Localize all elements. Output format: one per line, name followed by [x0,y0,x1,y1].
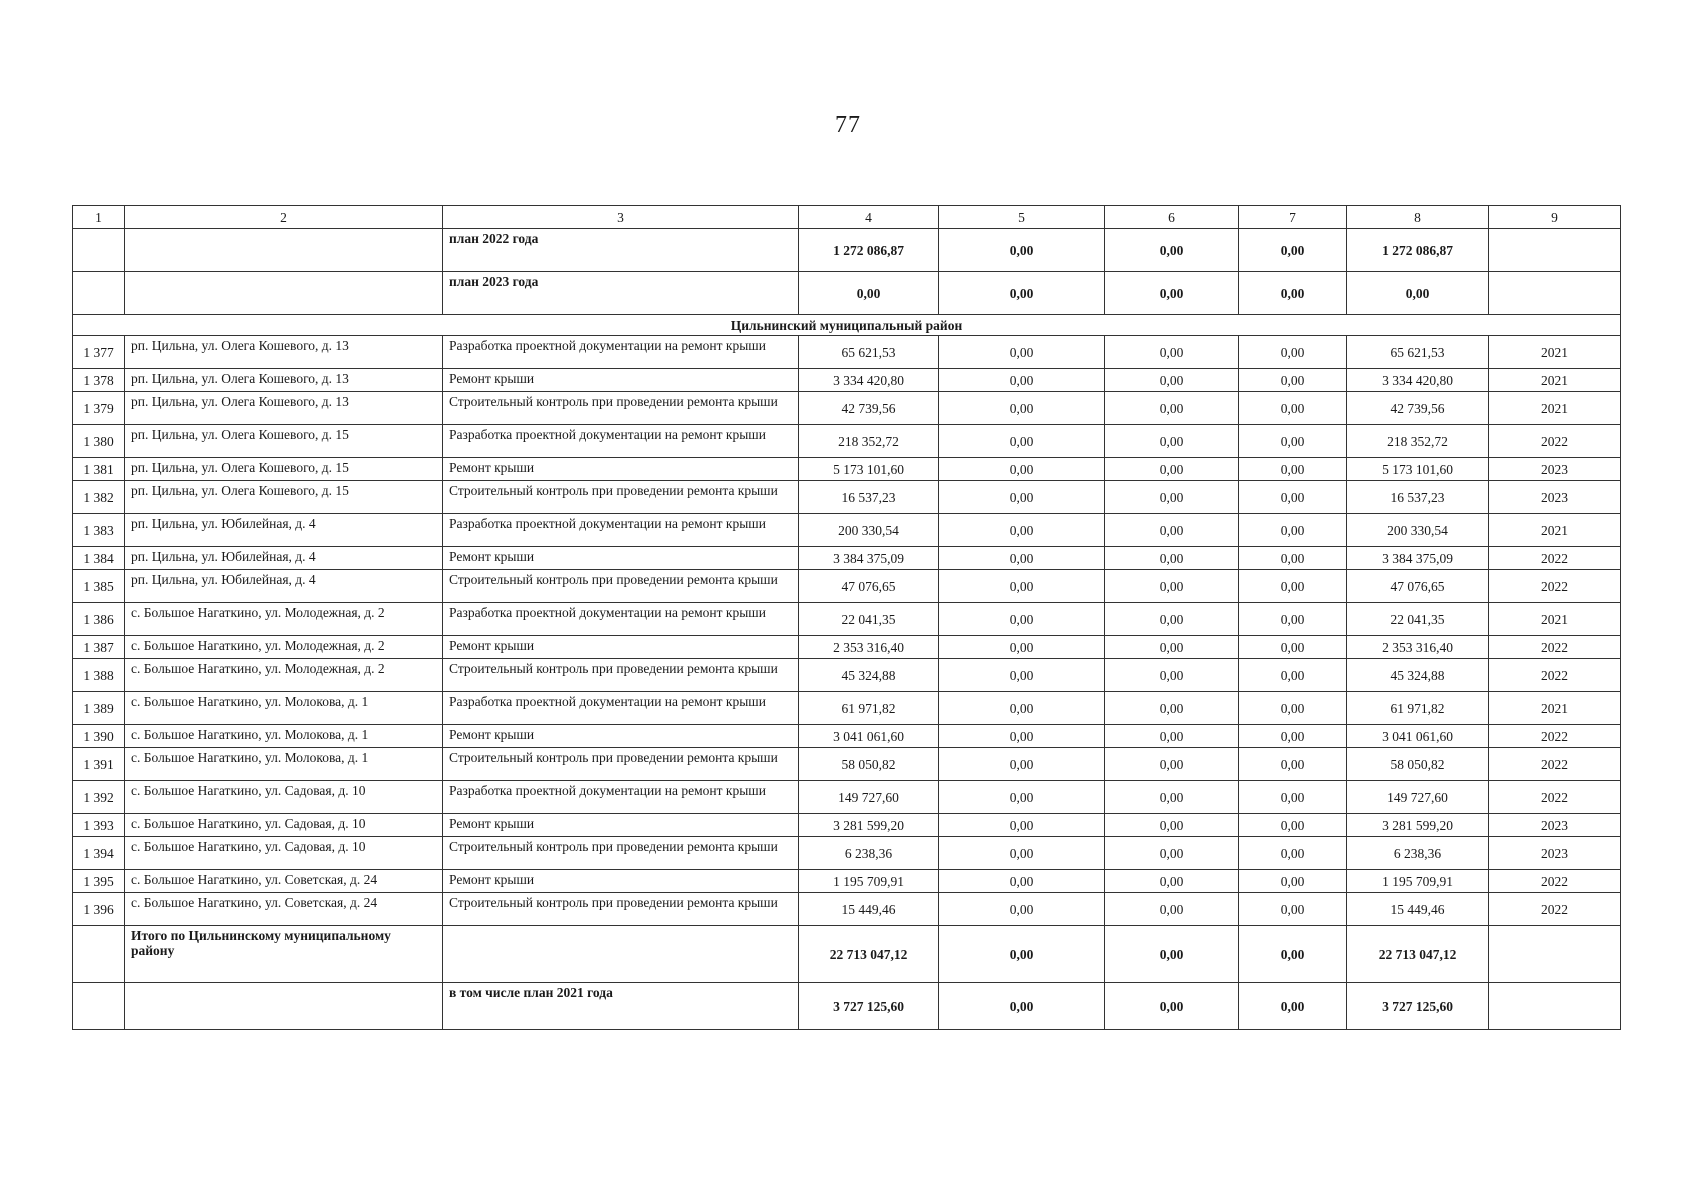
total-label: Итого по Цильнинскому муниципальному району [125,926,443,983]
table-row [73,481,1621,514]
total-row [73,926,1621,983]
work-type-cell: Строительный контроль при проведении ремонта крыши [443,837,799,870]
amount-cell: 0,00 [1239,603,1347,636]
work-type-cell: Ремонт крыши [443,547,799,570]
year-cell: 2022 [1489,781,1621,814]
work-type-cell: Разработка проектной документации на ремонт крыши [443,603,799,636]
work-type-cell: Разработка проектной документации на ремонт крыши [443,692,799,725]
col-header: 4 [799,206,939,229]
row-number: 1 380 [73,425,125,458]
amount-cell: 0,00 [939,272,1105,315]
year-cell: 2022 [1489,725,1621,748]
total-amount: 22 713 047,12 [1347,926,1489,983]
amount-cell: 45 324,88 [1347,659,1489,692]
amount-cell: 0,00 [1105,659,1239,692]
roof-repair-table [72,205,1621,1030]
row-number: 1 387 [73,636,125,659]
table-row [73,458,1621,481]
amount-cell: 149 727,60 [1347,781,1489,814]
amount-cell: 0,00 [1239,369,1347,392]
table-row [73,692,1621,725]
year-cell: 2022 [1489,893,1621,926]
year-cell: 2021 [1489,336,1621,369]
row-number: 1 391 [73,748,125,781]
row-number: 1 388 [73,659,125,692]
amount-cell: 0,00 [1105,458,1239,481]
year-cell: 2021 [1489,369,1621,392]
amount-cell: 6 238,36 [1347,837,1489,870]
year-cell: 2021 [1489,514,1621,547]
amount-cell: 3 334 420,80 [799,369,939,392]
subtotal-amount: 3 727 125,60 [1347,983,1489,1030]
amount-cell: 0,00 [1105,570,1239,603]
amount-cell: 0,00 [1239,748,1347,781]
row-number: 1 390 [73,725,125,748]
amount-cell: 3 041 061,60 [1347,725,1489,748]
col-header: 7 [1239,206,1347,229]
amount-cell: 0,00 [1105,392,1239,425]
address-cell: рп. Цильна, ул. Юбилейная, д. 4 [125,570,443,603]
amount-cell: 0,00 [1239,870,1347,893]
plan-label: план 2023 года [443,272,799,315]
address-cell: с. Большое Нагаткино, ул. Молодежная, д. 2 [125,636,443,659]
year-cell: 2023 [1489,837,1621,870]
page-number: 77 [835,112,861,138]
amount-cell: 1 195 709,91 [1347,870,1489,893]
plan-2023-row [73,272,1621,315]
table-row [73,837,1621,870]
address-cell: с. Большое Нагаткино, ул. Молодежная, д. 2 [125,659,443,692]
amount-cell: 1 195 709,91 [799,870,939,893]
section-header-row [73,315,1621,336]
subtotal-amount: 0,00 [1105,983,1239,1030]
row-number: 1 378 [73,369,125,392]
amount-cell: 0,00 [1105,425,1239,458]
amount-cell: 0,00 [1105,603,1239,636]
work-type-cell: Разработка проектной документации на ремонт крыши [443,336,799,369]
amount-cell: 2 353 316,40 [1347,636,1489,659]
subtotal-amount: 3 727 125,60 [799,983,939,1030]
total-amount: 22 713 047,12 [799,926,939,983]
subtotal-plan-2021-row [73,983,1621,1030]
amount-cell: 3 384 375,09 [799,547,939,570]
row-number: 1 395 [73,870,125,893]
table-row [73,659,1621,692]
address-cell: с. Большое Нагаткино, ул. Садовая, д. 10 [125,781,443,814]
row-number: 1 385 [73,570,125,603]
amount-cell: 0,00 [1105,748,1239,781]
col-header: 6 [1105,206,1239,229]
work-type-cell: Разработка проектной документации на ремонт крыши [443,781,799,814]
amount-cell: 47 076,65 [1347,570,1489,603]
amount-cell: 0,00 [939,692,1105,725]
row-number: 1 379 [73,392,125,425]
work-type-cell: Ремонт крыши [443,369,799,392]
amount-cell: 1 272 086,87 [799,229,939,272]
amount-cell: 200 330,54 [799,514,939,547]
row-number: 1 383 [73,514,125,547]
amount-cell: 0,00 [939,229,1105,272]
section-title: Цильнинский муниципальный район [73,315,1621,336]
amount-cell: 0,00 [799,272,939,315]
amount-cell: 0,00 [1239,725,1347,748]
table-row [73,748,1621,781]
amount-cell: 61 971,82 [799,692,939,725]
amount-cell: 6 238,36 [799,837,939,870]
address-cell: рп. Цильна, ул. Олега Кошевого, д. 13 [125,392,443,425]
amount-cell: 0,00 [939,458,1105,481]
work-type-cell: Разработка проектной документации на ремонт крыши [443,514,799,547]
amount-cell: 58 050,82 [799,748,939,781]
amount-cell: 0,00 [1239,481,1347,514]
amount-cell: 0,00 [939,514,1105,547]
address-cell: рп. Цильна, ул. Юбилейная, д. 4 [125,547,443,570]
amount-cell: 0,00 [1239,272,1347,315]
work-type-cell: Строительный контроль при проведении ремонта крыши [443,893,799,926]
work-type-cell: Строительный контроль при проведении ремонта крыши [443,659,799,692]
work-type-cell: Строительный контроль при проведении ремонта крыши [443,748,799,781]
amount-cell: 47 076,65 [799,570,939,603]
row-number: 1 394 [73,837,125,870]
amount-cell: 22 041,35 [799,603,939,636]
amount-cell: 0,00 [939,570,1105,603]
table-row [73,781,1621,814]
amount-cell: 0,00 [939,336,1105,369]
year-cell: 2021 [1489,692,1621,725]
amount-cell: 16 537,23 [1347,481,1489,514]
address-cell: с. Большое Нагаткино, ул. Молокова, д. 1 [125,725,443,748]
amount-cell: 0,00 [939,837,1105,870]
amount-cell: 0,00 [939,547,1105,570]
amount-cell: 65 621,53 [1347,336,1489,369]
amount-cell: 0,00 [1239,392,1347,425]
work-type-cell: Ремонт крыши [443,458,799,481]
amount-cell: 0,00 [939,481,1105,514]
amount-cell: 0,00 [939,659,1105,692]
year-cell: 2022 [1489,570,1621,603]
amount-cell: 0,00 [1347,272,1489,315]
amount-cell: 0,00 [1105,870,1239,893]
work-type-cell: Ремонт крыши [443,636,799,659]
amount-cell: 3 281 599,20 [1347,814,1489,837]
amount-cell: 45 324,88 [799,659,939,692]
amount-cell: 42 739,56 [799,392,939,425]
address-cell: рп. Цильна, ул. Олега Кошевого, д. 15 [125,481,443,514]
year-cell: 2022 [1489,659,1621,692]
year-cell: 2022 [1489,870,1621,893]
row-number: 1 382 [73,481,125,514]
amount-cell: 0,00 [1239,547,1347,570]
address-cell: рп. Цильна, ул. Олега Кошевого, д. 15 [125,425,443,458]
row-number: 1 384 [73,547,125,570]
subtotal-amount: 0,00 [1239,983,1347,1030]
table-row [73,369,1621,392]
amount-cell: 16 537,23 [799,481,939,514]
amount-cell: 58 050,82 [1347,748,1489,781]
amount-cell: 5 173 101,60 [799,458,939,481]
amount-cell: 3 334 420,80 [1347,369,1489,392]
amount-cell: 2 353 316,40 [799,636,939,659]
amount-cell: 1 272 086,87 [1347,229,1489,272]
address-cell: с. Большое Нагаткино, ул. Садовая, д. 10 [125,837,443,870]
work-type-cell: Разработка проектной документации на ремонт крыши [443,425,799,458]
year-cell: 2021 [1489,392,1621,425]
amount-cell: 0,00 [939,725,1105,748]
amount-cell: 61 971,82 [1347,692,1489,725]
table-row [73,893,1621,926]
amount-cell: 0,00 [1105,481,1239,514]
amount-cell: 218 352,72 [799,425,939,458]
table-row [73,425,1621,458]
table-row [73,725,1621,748]
address-cell: с. Большое Нагаткино, ул. Молодежная, д. 2 [125,603,443,636]
work-type-cell: Ремонт крыши [443,814,799,837]
amount-cell: 0,00 [939,893,1105,926]
address-cell: с. Большое Нагаткино, ул. Садовая, д. 10 [125,814,443,837]
amount-cell: 0,00 [1105,893,1239,926]
subtotal-label: в том числе план 2021 года [443,983,799,1030]
amount-cell: 42 739,56 [1347,392,1489,425]
total-amount: 0,00 [1105,926,1239,983]
amount-cell: 0,00 [1105,272,1239,315]
address-cell: рп. Цильна, ул. Олега Кошевого, д. 13 [125,369,443,392]
amount-cell: 0,00 [1105,814,1239,837]
amount-cell: 0,00 [1239,336,1347,369]
work-type-cell: Строительный контроль при проведении ремонта крыши [443,392,799,425]
year-cell: 2022 [1489,547,1621,570]
row-number: 1 396 [73,893,125,926]
amount-cell: 22 041,35 [1347,603,1489,636]
amount-cell: 0,00 [939,870,1105,893]
year-cell: 2022 [1489,748,1621,781]
total-amount: 0,00 [939,926,1105,983]
amount-cell: 0,00 [1239,893,1347,926]
amount-cell: 3 281 599,20 [799,814,939,837]
year-cell: 2023 [1489,814,1621,837]
year-cell: 2023 [1489,458,1621,481]
amount-cell: 0,00 [939,425,1105,458]
amount-cell: 0,00 [1105,692,1239,725]
col-header: 5 [939,206,1105,229]
col-header: 8 [1347,206,1489,229]
row-number: 1 393 [73,814,125,837]
amount-cell: 0,00 [939,781,1105,814]
total-amount: 0,00 [1239,926,1347,983]
amount-cell: 0,00 [1105,725,1239,748]
plan-label: план 2022 года [443,229,799,272]
subtotal-amount: 0,00 [939,983,1105,1030]
amount-cell: 3 384 375,09 [1347,547,1489,570]
work-type-cell: Строительный контроль при проведении ремонта крыши [443,481,799,514]
address-cell: рп. Цильна, ул. Олега Кошевого, д. 13 [125,336,443,369]
amount-cell: 0,00 [939,814,1105,837]
col-header: 9 [1489,206,1621,229]
amount-cell: 0,00 [1105,781,1239,814]
amount-cell: 5 173 101,60 [1347,458,1489,481]
table-row [73,603,1621,636]
year-cell: 2022 [1489,636,1621,659]
amount-cell: 0,00 [1239,570,1347,603]
amount-cell: 15 449,46 [1347,893,1489,926]
address-cell: с. Большое Нагаткино, ул. Молокова, д. 1 [125,748,443,781]
work-type-cell: Ремонт крыши [443,870,799,893]
amount-cell: 200 330,54 [1347,514,1489,547]
table-row [73,547,1621,570]
amount-cell: 0,00 [1239,781,1347,814]
amount-cell: 0,00 [1239,229,1347,272]
amount-cell: 0,00 [1239,659,1347,692]
address-cell: рп. Цильна, ул. Олега Кошевого, д. 15 [125,458,443,481]
col-header: 1 [73,206,125,229]
amount-cell: 0,00 [939,636,1105,659]
table-row [73,870,1621,893]
amount-cell: 65 621,53 [799,336,939,369]
row-number: 1 381 [73,458,125,481]
address-cell: с. Большое Нагаткино, ул. Советская, д. 24 [125,870,443,893]
amount-cell: 0,00 [939,392,1105,425]
amount-cell: 0,00 [1105,336,1239,369]
amount-cell: 149 727,60 [799,781,939,814]
year-cell: 2021 [1489,603,1621,636]
work-type-cell: Строительный контроль при проведении ремонта крыши [443,570,799,603]
amount-cell: 0,00 [1105,229,1239,272]
work-type-cell: Ремонт крыши [443,725,799,748]
column-number-header [73,206,1621,229]
amount-cell: 0,00 [1239,458,1347,481]
amount-cell: 0,00 [939,748,1105,781]
amount-cell: 0,00 [1239,514,1347,547]
table-row [73,570,1621,603]
table-row [73,392,1621,425]
table-row [73,514,1621,547]
address-cell: с. Большое Нагаткино, ул. Молокова, д. 1 [125,692,443,725]
amount-cell: 0,00 [1239,814,1347,837]
amount-cell: 0,00 [939,603,1105,636]
year-cell: 2022 [1489,425,1621,458]
amount-cell: 0,00 [1239,837,1347,870]
plan-2022-row [73,229,1621,272]
address-cell: с. Большое Нагаткино, ул. Советская, д. 24 [125,893,443,926]
amount-cell: 0,00 [1105,547,1239,570]
amount-cell: 3 041 061,60 [799,725,939,748]
col-header: 2 [125,206,443,229]
amount-cell: 0,00 [1105,636,1239,659]
table-row [73,636,1621,659]
amount-cell: 0,00 [1105,514,1239,547]
amount-cell: 0,00 [1105,369,1239,392]
amount-cell: 0,00 [939,369,1105,392]
address-cell: рп. Цильна, ул. Юбилейная, д. 4 [125,514,443,547]
amount-cell: 0,00 [1239,425,1347,458]
row-number: 1 389 [73,692,125,725]
row-number: 1 392 [73,781,125,814]
amount-cell: 218 352,72 [1347,425,1489,458]
amount-cell: 0,00 [1239,636,1347,659]
table-row [73,814,1621,837]
row-number: 1 386 [73,603,125,636]
table-row [73,336,1621,369]
year-cell: 2023 [1489,481,1621,514]
amount-cell: 15 449,46 [799,893,939,926]
amount-cell: 0,00 [1105,837,1239,870]
col-header: 3 [443,206,799,229]
amount-cell: 0,00 [1239,692,1347,725]
row-number: 1 377 [73,336,125,369]
